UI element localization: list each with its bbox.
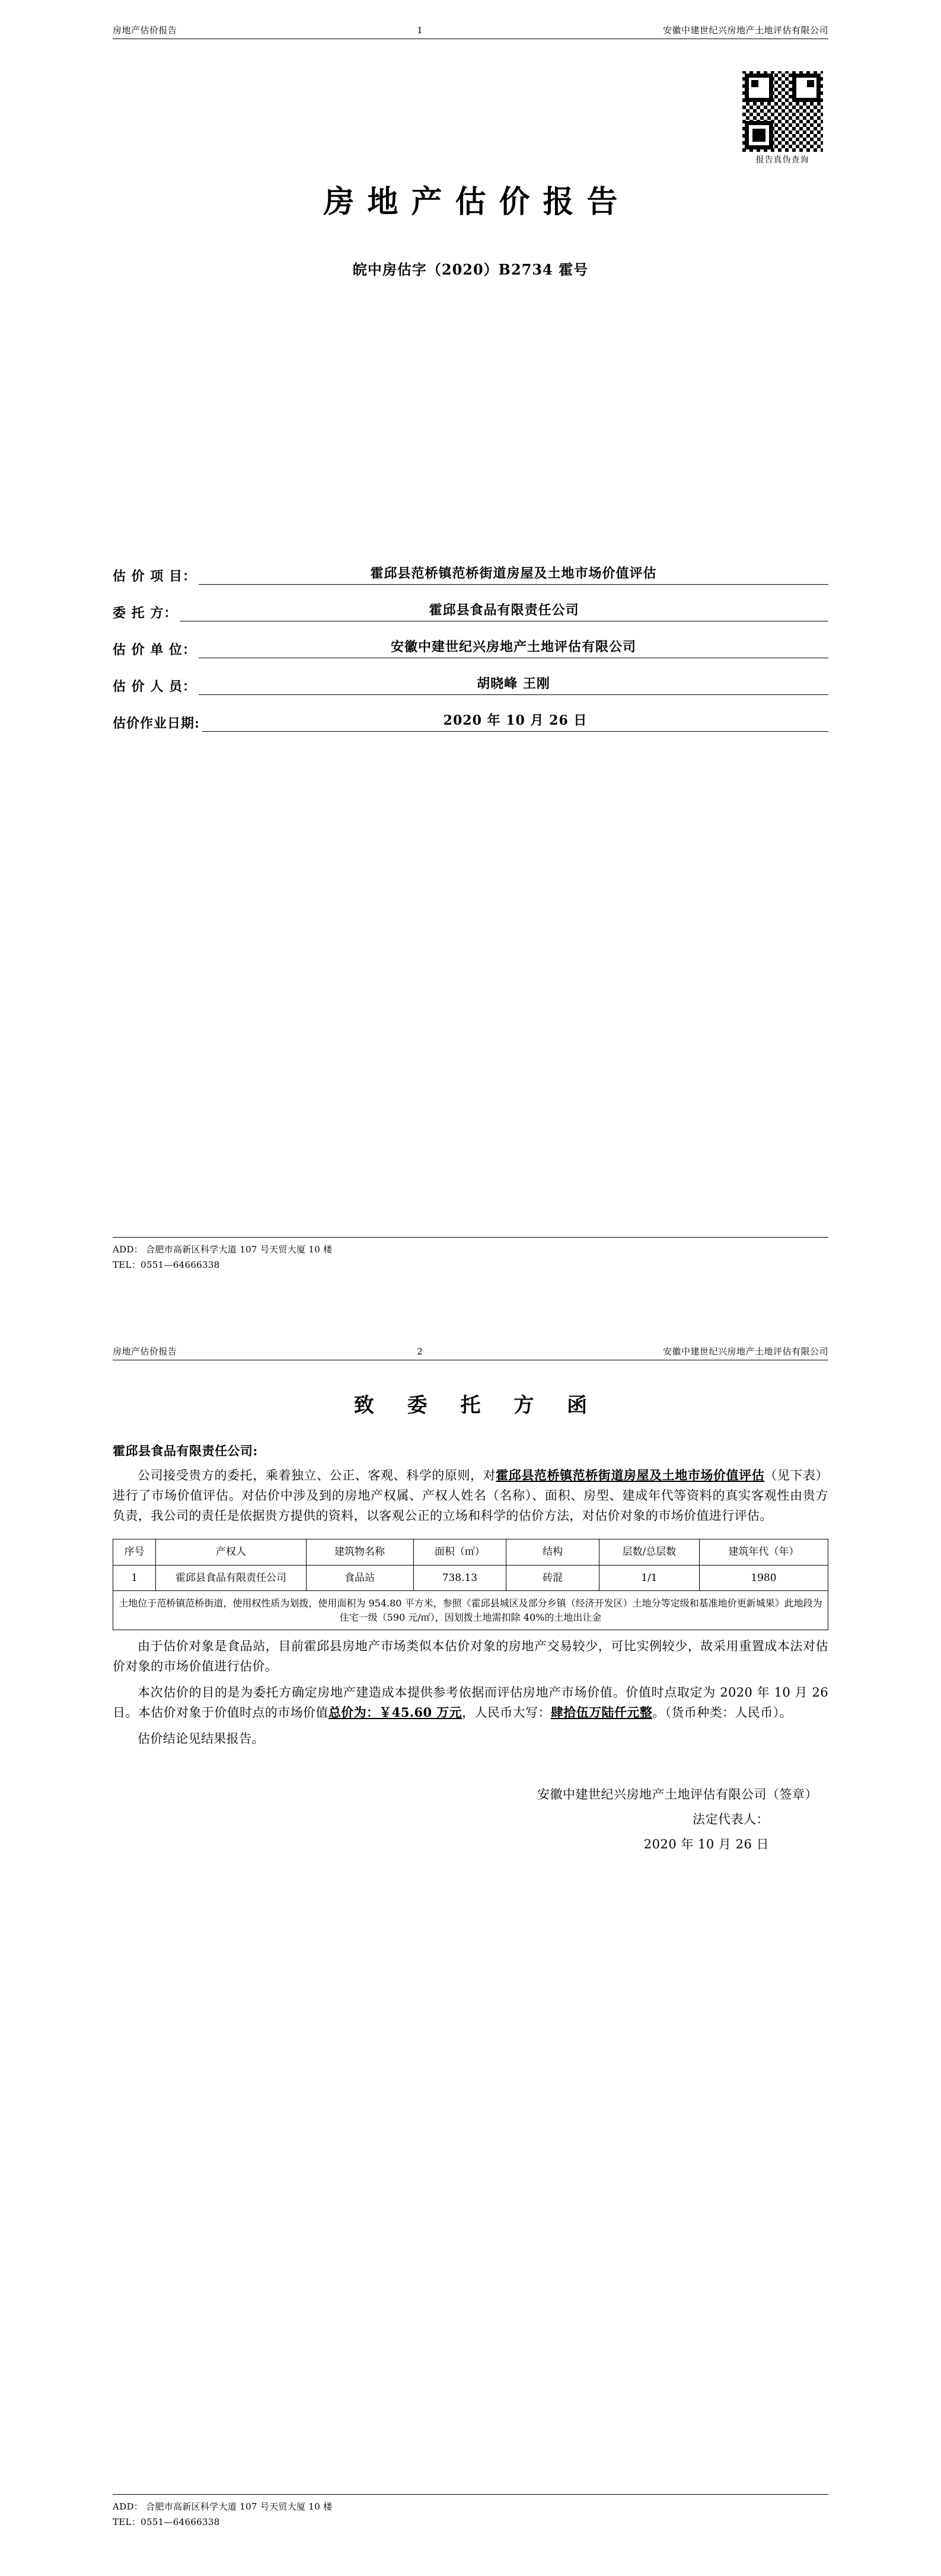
field-value-appraisers: 胡晓峰 王刚	[199, 674, 828, 695]
field-row-appraisers	[113, 674, 828, 695]
paragraph-value-part3: 。（货币种类：人民币）。	[652, 1705, 792, 1720]
table-header-building-name: 建筑物名称	[306, 1539, 413, 1566]
property-table	[113, 1539, 828, 1630]
running-header-right: 安徽中建世纪兴房地产土地评估有限公司	[662, 1346, 828, 1357]
document-number: 皖中房估字（2020）B2734 霍号	[352, 261, 589, 278]
table-header-floors: 层数/总层数	[599, 1539, 700, 1566]
running-header-right: 安徽中建世纪兴房地产土地评估有限公司	[662, 25, 828, 36]
page-2-running-footer	[113, 2494, 828, 2530]
cell-floors: 1/1	[599, 1565, 700, 1591]
field-row-date	[113, 710, 828, 732]
footer-telephone: TEL：0551—64666338	[113, 1259, 220, 1270]
running-header-page-number: 1	[417, 25, 423, 36]
cell-area: 738.13	[413, 1565, 506, 1591]
field-value-project: 霍邱县范桥镇范桥街道房屋及土地市场价值评估	[199, 563, 828, 585]
field-value-appraisal-company: 安徽中建世纪兴房地产土地评估有限公司	[199, 637, 828, 658]
field-label-project: 估 价 项 目：	[113, 569, 196, 584]
paragraph-see-results: 估价结论见结果报告。	[138, 1731, 264, 1746]
footer-address: ADD： 合肥市高新区科学大道 107 号天贸大厦 10 楼	[113, 2501, 333, 2512]
field-label-client: 委 托 方：	[113, 605, 178, 621]
paragraph-commission-project-name: 霍邱县范桥镇范桥街道房屋及土地市场价值评估	[496, 1468, 765, 1483]
cell-building-name: 食品站	[306, 1565, 413, 1591]
field-value-date: 2020 年 10 月 26 日	[202, 710, 828, 732]
page-1-running-header	[113, 0, 828, 39]
section-title-letter-to-client: 致 委 托 方 函	[353, 1394, 601, 1417]
table-note: 土地位于范桥镇范桥街道，使用权性质为划拨，使用面积为 954.80 平方米，参照《霍邱县城区及部分乡镇（经济开发区）土地分等定级和基准地价更新城果》此地段为住宅一级（590 元/㎡），因划拨土地需扣除 40%的土地出让金	[113, 1591, 828, 1630]
field-label-appraisers: 估 价 人 员：	[113, 679, 196, 694]
cover-fields	[113, 563, 828, 732]
paragraph-value-total-price: 总价为：￥45.60 万元	[328, 1704, 462, 1720]
qr-eye-top-left-inner-icon	[751, 80, 758, 87]
running-header-left: 房地产估价报告	[113, 1346, 177, 1357]
qr-eye-bottom-left-icon	[745, 121, 773, 149]
page-title: 房地产估价报告	[323, 184, 631, 220]
cell-year: 1980	[699, 1565, 828, 1591]
qr-verification-block	[736, 71, 828, 165]
page-2	[0, 1322, 941, 2576]
cell-structure: 砖混	[506, 1565, 599, 1591]
field-row-appraisal-company	[113, 637, 828, 658]
running-header-page-number: 2	[417, 1346, 423, 1357]
cell-owner: 霍邱县食品有限责任公司	[156, 1565, 306, 1591]
table-header-row	[113, 1539, 828, 1566]
paragraph-method: 由于估价对象是食品站，目前霍邱县房地产市场类似本估价对象的房地产交易较少，可比实例较少，故采用重置成本法对估价对象的市场价值进行估价。	[113, 1638, 828, 1673]
signature-block	[113, 1782, 828, 1857]
footer-telephone: TEL：0551—64666338	[113, 2516, 220, 2527]
paragraph-commission-part2: （见下表）进行了市场价值评估。对估价中涉及到的房地产权属、产权人姓名（名称）、面积、房型、建成年代等资料的真实客观性由贵方负责，我公司的责任是依据贵方提供的资料，以客观公正的立场和科学的估价方法，对估价对象的市场价值进行评估。	[113, 1468, 829, 1523]
signature-company: 安徽中建世纪兴房地产土地评估有限公司（签章）	[537, 1787, 818, 1802]
table-header-structure: 结构	[506, 1539, 599, 1566]
running-header-left: 房地产估价报告	[113, 25, 177, 36]
page-1-running-footer	[113, 1237, 828, 1273]
table-header-area: 面积（㎡）	[413, 1539, 506, 1566]
qr-eye-top-right-inner-icon	[807, 80, 814, 87]
qr-caption: 报告真伪查询	[755, 155, 809, 165]
footer-address: ADD： 合肥市高新区科学大道 107 号天贸大厦 10 楼	[113, 1244, 333, 1255]
field-label-date: 估价作业日期:	[113, 716, 200, 731]
table-note-row	[113, 1591, 828, 1630]
table-header-year: 建筑年代（年）	[699, 1539, 828, 1566]
field-value-client: 霍邱县食品有限责任公司	[180, 600, 828, 621]
paragraph-value-part2: ，人民币大写：	[462, 1705, 551, 1720]
qr-code-icon[interactable]	[742, 71, 823, 152]
paragraph-value-amount-in-words: 肆拾伍万陆仟元整	[550, 1704, 653, 1720]
table-header-index: 序号	[113, 1539, 156, 1566]
table-row	[113, 1565, 828, 1591]
paragraph-commission-part1: 公司接受贵方的委托，乘着独立、公正、客观、科学的原则，对	[138, 1468, 496, 1483]
signature-legal-representative: 法定代表人：	[693, 1812, 769, 1826]
field-row-client	[113, 600, 828, 621]
signature-date: 2020 年 10 月 26 日	[643, 1837, 769, 1851]
paragraph-commission	[113, 1465, 828, 1526]
field-row-project	[113, 563, 828, 585]
page-2-running-header	[113, 1322, 828, 1360]
paragraph-value-part1: 本次估价的目的是为委托方确定房地产建造成本提供参考依据而评估房地产市场价值。价值时点取定为 2020 年 10 月 26 日。本估价对象于价值时点的市场价值	[113, 1685, 828, 1720]
letter-addressee: 霍邱县食品有限责任公司:	[113, 1443, 258, 1458]
paragraph-value-conclusion	[113, 1682, 828, 1723]
field-label-appraisal-company: 估 价 单 位：	[113, 642, 196, 658]
table-header-owner: 产权人	[156, 1539, 306, 1566]
cell-index: 1	[113, 1565, 156, 1591]
